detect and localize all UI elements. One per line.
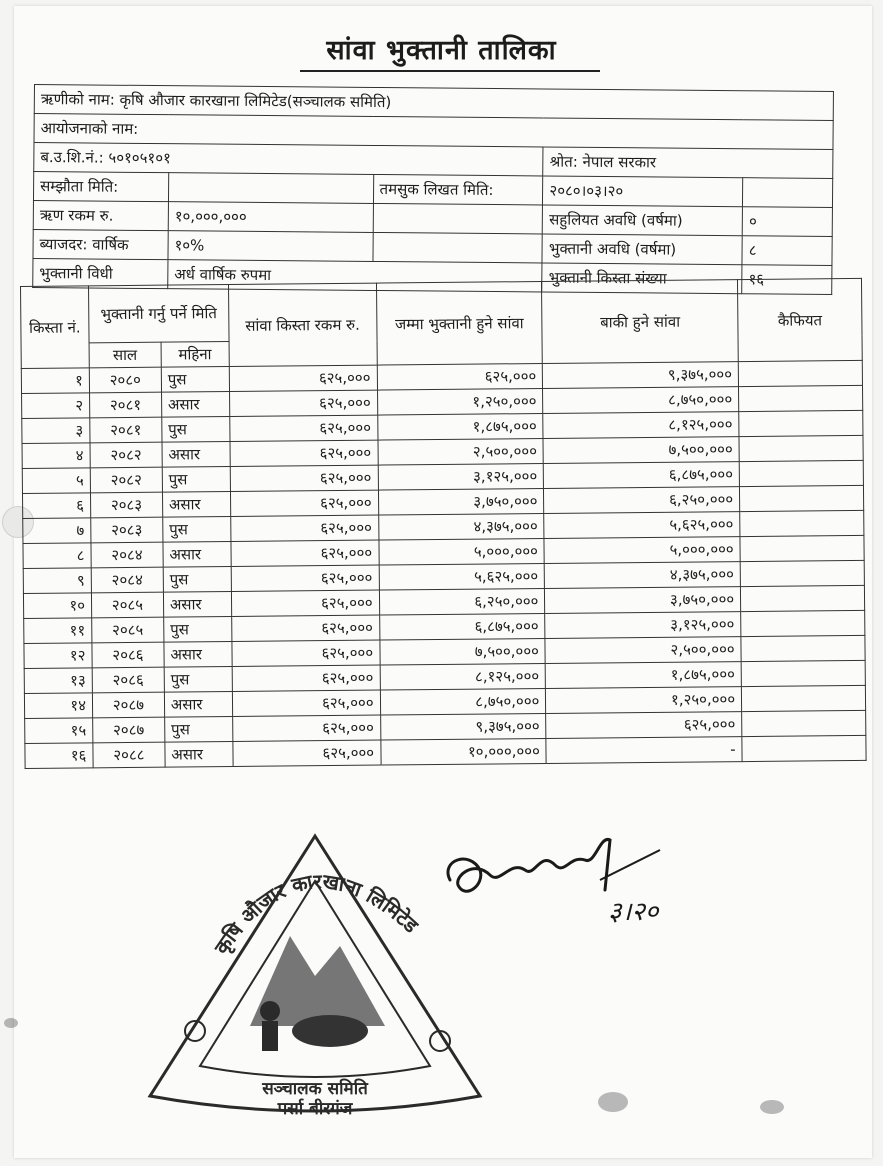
- month-cell: पुस: [162, 416, 230, 442]
- year-cell: २०८०: [89, 367, 161, 393]
- seal-ox-icon: [292, 1015, 368, 1047]
- installment-no-cell: ४: [22, 443, 90, 469]
- remaining-principal-cell: १,२५०,०००: [546, 687, 742, 714]
- remaining-principal-cell: ३,७५०,०००: [545, 587, 741, 614]
- header-remaining: बाकी हुने सांवा: [542, 280, 739, 364]
- schedule-body: [21, 360, 866, 768]
- year-cell: २०८४: [91, 567, 163, 593]
- installment-no-cell: २: [22, 393, 90, 419]
- cumulative-paid-cell: ३,७५०,०००: [378, 488, 544, 515]
- remarks-cell: [740, 510, 864, 536]
- installment-amount-cell: ६२५,०००: [230, 415, 378, 441]
- info-empty-cell: [743, 178, 833, 208]
- month-cell: पुस: [163, 566, 231, 592]
- installment-no-cell: ८: [23, 543, 91, 569]
- year-cell: २०८७: [93, 717, 165, 743]
- seal-bottom-line2: पर्सा बीरगंज: [277, 1099, 353, 1119]
- installment-amount-cell: ६२५,०००: [231, 615, 379, 641]
- loan-info-table: [32, 84, 834, 295]
- remaining-principal-cell: ८,७५०,०००: [543, 387, 739, 414]
- remaining-principal-cell: ६,२५०,०००: [544, 487, 740, 514]
- loan-amount-value: १०,०००,०००: [168, 202, 373, 233]
- cumulative-paid-cell: ६,८७५,०००: [379, 613, 545, 640]
- installment-no-cell: ७: [23, 518, 91, 544]
- title-underline: [300, 70, 600, 72]
- header-principal-installment: सांवा किस्ता रकम रु.: [228, 283, 377, 366]
- installment-count-label: भुक्तानी किस्ता संख्या: [542, 263, 742, 294]
- borrower-name: ऋणीको नाम: कृषि औजार कारखाना लिमिटेड(सञ्चालक समिति): [34, 85, 833, 121]
- info-empty-cell: [373, 203, 543, 233]
- ink-smudge: [4, 1018, 18, 1028]
- cumulative-paid-cell: १,८७५,०००: [377, 413, 543, 440]
- month-cell: असार: [164, 641, 232, 667]
- month-cell: पुस: [164, 616, 232, 642]
- installment-no-cell: १५: [25, 718, 93, 744]
- installment-count-value: १६: [742, 265, 832, 295]
- repayment-schedule-table: [20, 278, 867, 769]
- remarks-cell: [742, 710, 866, 736]
- remarks-cell: [739, 435, 863, 461]
- cumulative-paid-cell: ४,३७५,०००: [378, 513, 544, 540]
- remarks-cell: [741, 610, 865, 636]
- year-cell: २०८५: [91, 592, 163, 618]
- fund-source: श्रोत: नेपाल सरकार: [543, 147, 833, 179]
- month-cell: पुस: [161, 366, 229, 392]
- month-cell: असार: [162, 491, 230, 517]
- installment-no-cell: १६: [25, 743, 93, 769]
- handwritten-signature: [430, 820, 690, 930]
- remarks-cell: [740, 535, 864, 561]
- seal-top-text: कृषि औजार कारखाना लिमिटेड: [209, 868, 423, 959]
- installment-amount-cell: ६२५,०००: [229, 390, 377, 416]
- cumulative-paid-cell: ५,०००,०००: [379, 538, 545, 565]
- header-payment-date: भुक्तानी गर्नु पर्ने मिति: [88, 285, 228, 343]
- seal-bottom-line1: सञ्चालक समिति: [262, 1079, 368, 1099]
- remaining-principal-cell: ३,१२५,०००: [545, 612, 741, 639]
- installment-amount-cell: ६२५,०००: [231, 515, 379, 541]
- cumulative-paid-cell: २,५००,०००: [378, 438, 544, 465]
- month-cell: असार: [164, 691, 232, 717]
- interest-rate-value: १०%: [168, 231, 373, 262]
- header-remarks: कैफियत: [738, 278, 863, 361]
- installment-amount-cell: ६२५,०००: [233, 740, 381, 766]
- ink-smudge: [598, 1092, 628, 1112]
- month-cell: पुस: [164, 666, 232, 692]
- signature-date: ३।२०: [608, 897, 659, 927]
- grace-period-value: ०: [742, 207, 832, 237]
- installment-no-cell: १२: [24, 643, 92, 669]
- cumulative-paid-cell: ७,५००,०००: [379, 638, 545, 665]
- installment-no-cell: ३: [22, 418, 90, 444]
- svg-text:कृषि औजार कारखाना लिमिटेड: [209, 869, 424, 960]
- year-cell: २०८५: [92, 617, 164, 643]
- installment-amount-cell: ६२५,०००: [229, 365, 377, 391]
- interest-rate-label: ब्याजदर: वार्षिक: [33, 229, 168, 259]
- cumulative-paid-cell: १०,०००,०००: [380, 738, 546, 765]
- year-cell: २०८२: [90, 467, 162, 493]
- installment-amount-cell: ६२५,०००: [231, 565, 379, 591]
- bond-date-value: २०८०।०३।२०: [543, 176, 743, 207]
- ink-smudge: [760, 1100, 784, 1114]
- cumulative-paid-cell: ६,२५०,०००: [379, 588, 545, 615]
- cumulative-paid-cell: १,२५०,०००: [377, 388, 543, 415]
- remaining-principal-cell: ६२५,०००: [546, 712, 742, 739]
- payment-method-label: भुक्तानी विधी: [33, 258, 168, 288]
- remarks-cell: [740, 560, 864, 586]
- installment-amount-cell: ६२५,०००: [232, 715, 380, 741]
- remarks-cell: [741, 660, 865, 686]
- remarks-cell: [740, 485, 864, 511]
- header-installment-no: किस्ता नं.: [21, 286, 90, 369]
- month-cell: असार: [161, 391, 229, 417]
- month-cell: असार: [165, 741, 233, 767]
- month-cell: पुस: [162, 466, 230, 492]
- installment-amount-cell: ६२५,०००: [230, 490, 378, 516]
- installment-no-cell: ११: [24, 618, 92, 644]
- remaining-principal-cell: ९,३७५,०००: [543, 362, 739, 389]
- remarks-cell: [741, 585, 865, 611]
- installment-amount-cell: ६२५,०००: [230, 465, 378, 491]
- installment-no-cell: १३: [24, 668, 92, 694]
- installment-amount-cell: ६२५,०००: [232, 640, 380, 666]
- year-cell: २०८६: [92, 667, 164, 693]
- remarks-cell: [741, 685, 865, 711]
- remarks-cell: [739, 410, 863, 436]
- header-year: साल: [89, 342, 161, 368]
- installment-amount-cell: ६२५,०००: [230, 440, 378, 466]
- document-title: सांवा भुक्तानी तालिका: [326, 35, 557, 66]
- month-cell: असार: [163, 541, 231, 567]
- cumulative-paid-cell: ३,१२५,०००: [378, 463, 544, 490]
- agreement-date-value: [168, 173, 373, 204]
- remaining-principal-cell: ४,३७५,०००: [545, 562, 741, 589]
- cumulative-paid-cell: ९,३७५,०००: [380, 713, 546, 740]
- installment-no-cell: ९: [23, 568, 91, 594]
- remaining-principal-cell: ५,६२५,०००: [544, 512, 740, 539]
- agreement-date-label: सम्झौता मिति:: [33, 172, 168, 202]
- seal-figure-icon: [260, 1001, 280, 1021]
- year-cell: २०८८: [93, 742, 165, 768]
- header-month: महिना: [161, 341, 229, 367]
- year-cell: २०८१: [90, 417, 162, 443]
- bond-date-label: तमसुक लिखत मिति:: [373, 174, 543, 204]
- remaining-principal-cell: -: [546, 737, 742, 764]
- payment-method-value: अर्ध वार्षिक रुपमा: [168, 260, 543, 292]
- month-cell: पुस: [163, 516, 231, 542]
- repayment-period-value: ८: [742, 236, 832, 266]
- cumulative-paid-cell: ५,६२५,०००: [379, 563, 545, 590]
- remaining-principal-cell: ७,५००,०००: [543, 437, 739, 464]
- remaining-principal-cell: ६,८७५,०००: [544, 462, 740, 489]
- remaining-principal-cell: ५,०००,०००: [544, 537, 740, 564]
- installment-amount-cell: ६२५,०००: [231, 590, 379, 616]
- installment-no-cell: १: [21, 368, 89, 394]
- year-cell: २०८४: [91, 542, 163, 568]
- month-cell: असार: [163, 591, 231, 617]
- remaining-principal-cell: २,५००,०००: [545, 637, 741, 664]
- cumulative-paid-cell: ८,१२५,०००: [380, 663, 546, 690]
- month-cell: पुस: [165, 716, 233, 742]
- installment-amount-cell: ६२५,०००: [231, 540, 379, 566]
- info-empty-cell: [372, 232, 542, 262]
- installment-no-cell: ५: [22, 468, 90, 494]
- grace-period-label: सहुलियत अवधि (वर्षमा): [543, 205, 743, 236]
- cumulative-paid-cell: ८,७५०,०००: [380, 688, 546, 715]
- installment-no-cell: १४: [24, 693, 92, 719]
- year-cell: २०८३: [90, 492, 162, 518]
- installment-amount-cell: ६२५,०००: [232, 690, 380, 716]
- repayment-period-label: भुक्तानी अवधि (वर्षमा): [542, 234, 742, 265]
- year-cell: २०८१: [89, 392, 161, 418]
- remarks-cell: [739, 460, 863, 486]
- remaining-principal-cell: ८,१२५,०००: [543, 412, 739, 439]
- loan-amount-label: ऋण रकम रु.: [33, 200, 168, 230]
- year-cell: २०८३: [91, 517, 163, 543]
- remaining-principal-cell: १,८७५,०००: [546, 662, 742, 689]
- project-name: आयोजनाको नाम:: [34, 114, 833, 150]
- month-cell: असार: [162, 441, 230, 467]
- remarks-cell: [738, 360, 862, 386]
- cumulative-paid-cell: ६२५,०००: [377, 363, 543, 390]
- remarks-cell: [741, 635, 865, 661]
- installment-amount-cell: ६२५,०००: [232, 665, 380, 691]
- installment-no-cell: ६: [22, 493, 90, 519]
- account-number: ब.उ.शि.नं.: ५०१०५१०१: [34, 143, 544, 176]
- remarks-cell: [739, 385, 863, 411]
- year-cell: २०८६: [92, 642, 164, 668]
- year-cell: २०८७: [92, 692, 164, 718]
- remarks-cell: [742, 735, 866, 761]
- header-cumulative-paid: जम्मा भुक्तानी हुने सांवा: [376, 281, 543, 365]
- year-cell: २०८२: [90, 442, 162, 468]
- seal-figure-body: [262, 1021, 278, 1051]
- installment-no-cell: १०: [23, 593, 91, 619]
